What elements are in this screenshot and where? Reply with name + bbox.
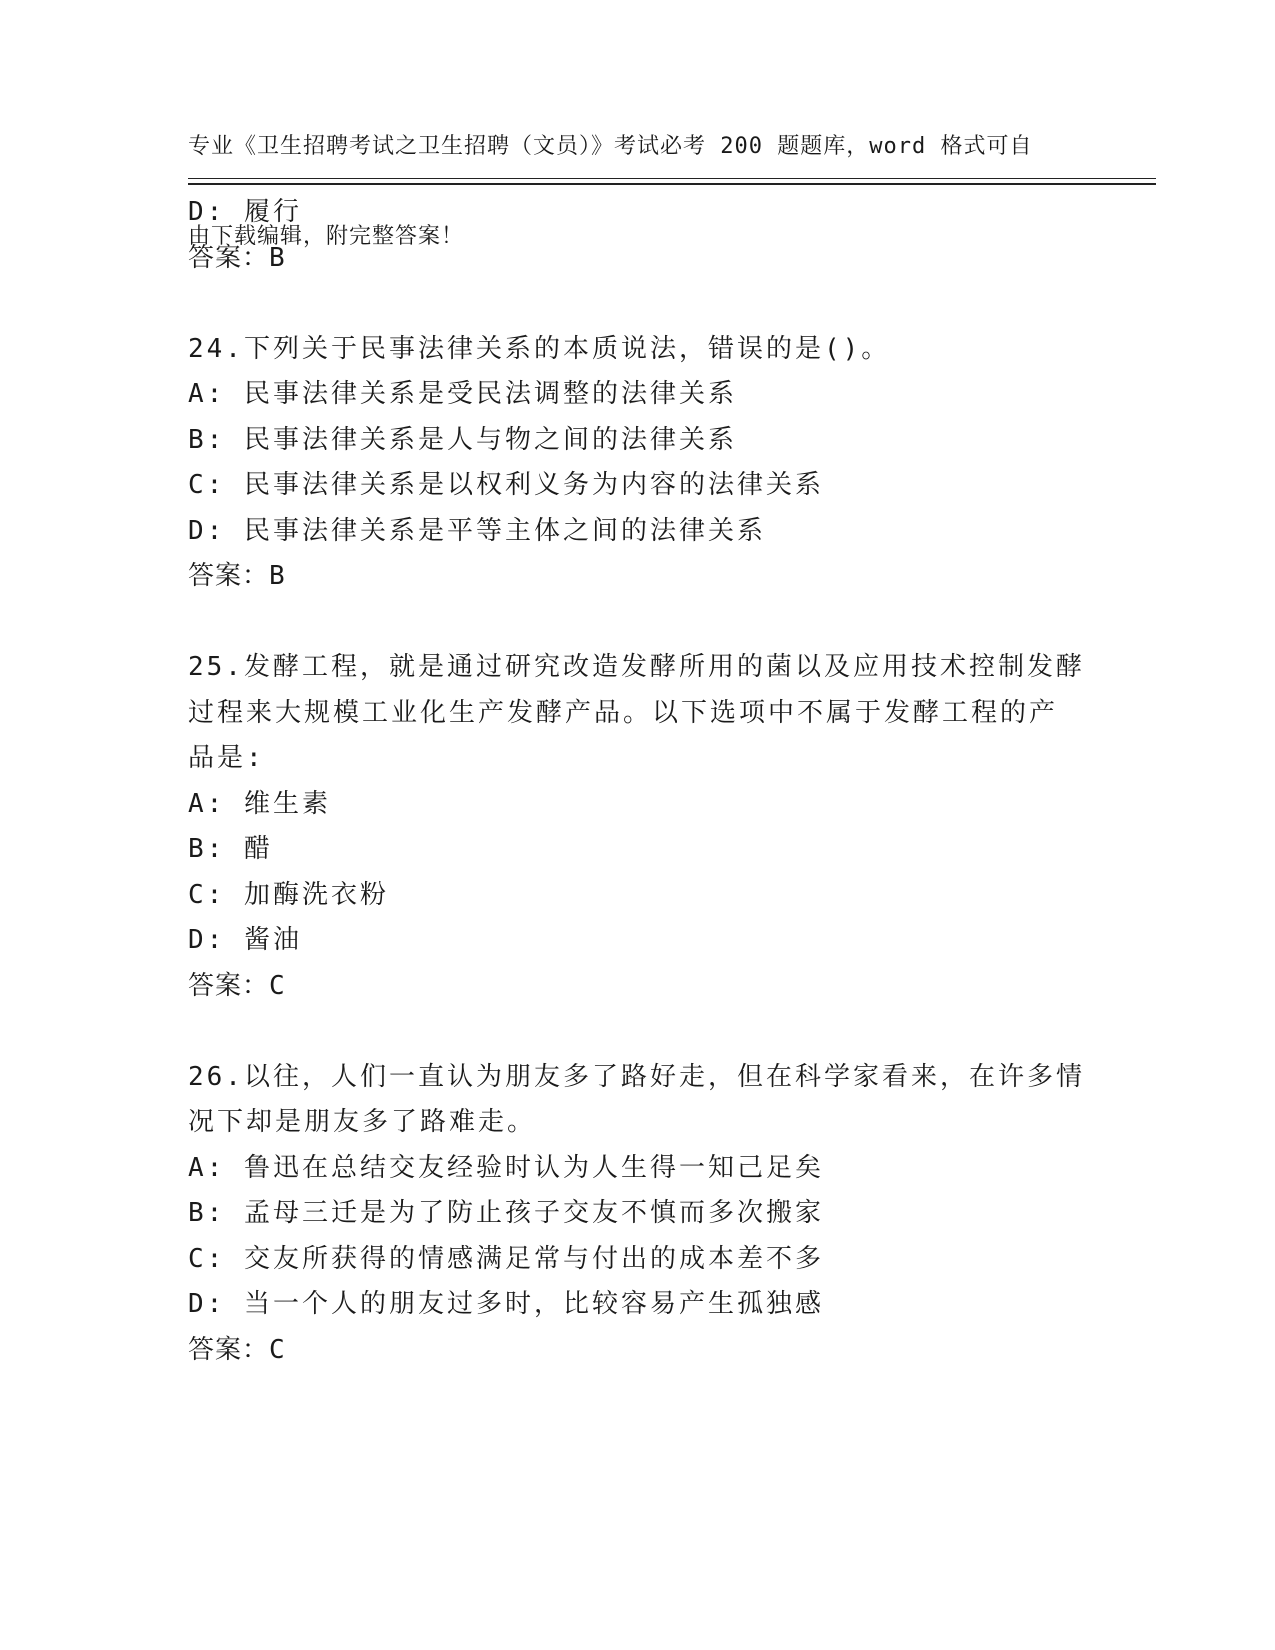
option-c: C: 加酶洗衣粉 — [188, 879, 389, 910]
header-line-1: 专业《卫生招聘考试之卫生招聘（文员）》考试必考 200 题题库，word 格式可自 — [188, 134, 1033, 159]
answer-line: 答案：B — [188, 242, 286, 273]
question-stem-line-1: 26.以往，人们一直认为朋友多了路好走，但在科学家看来，在许多情 — [188, 1061, 1085, 1092]
question-25 — [188, 645, 1088, 1009]
option-d: D: 履行 — [188, 197, 302, 227]
option-b: B: 醋 — [188, 834, 273, 864]
option-d: D: 民事法律关系是平等主体之间的法律关系 — [188, 515, 766, 546]
option-b: B: 民事法律关系是人与物之间的法律关系 — [188, 424, 737, 455]
question-stem-line-3: 品是: — [188, 743, 265, 773]
question-list — [188, 190, 1088, 1373]
question-stem-line-2: 过程来大规模工业化生产发酵产品。以下选项中不属于发酵工程的产 — [188, 697, 1059, 728]
spacer — [188, 1009, 1088, 1055]
option-d: D: 酱油 — [188, 925, 302, 955]
option-c: C: 民事法律关系是以权利义务为内容的法律关系 — [188, 470, 824, 500]
header-line-2: 由下载编辑，附完整答案！ — [188, 224, 465, 249]
option-a: A: 鲁迅在总结交友经验时认为人生得一知己足矣 — [188, 1152, 824, 1183]
option-c: C: 交友所获得的情感满足常与付出的成本差不多 — [188, 1243, 824, 1274]
option-a: A: 民事法律关系是受民法调整的法律关系 — [188, 379, 737, 409]
question-stem: 24.下列关于民事法律关系的本质说法，错误的是()。 — [188, 333, 891, 364]
question-stem-line-1: 25.发酵工程，就是通过研究改造发酵所用的菌以及应用技术控制发酵 — [188, 652, 1085, 682]
question-24 — [188, 327, 1088, 600]
option-d: D: 当一个人的朋友过多时，比较容易产生孤独感 — [188, 1289, 824, 1319]
answer-line: 答案：C — [188, 970, 286, 1001]
answer-line: 答案：B — [188, 561, 286, 591]
option-b: B: 孟母三迁是为了防止孩子交友不慎而多次搬家 — [188, 1198, 824, 1228]
question-26 — [188, 1055, 1088, 1374]
header-divider-thin — [188, 178, 1156, 179]
question-stem-line-2: 况下却是朋友多了路难走。 — [188, 1107, 537, 1137]
spacer — [188, 600, 1088, 646]
spacer — [188, 281, 1088, 327]
answer-line: 答案：C — [188, 1334, 286, 1365]
header-divider-thick — [188, 183, 1156, 185]
previous-question-tail — [188, 190, 1088, 281]
option-a: A: 维生素 — [188, 788, 331, 819]
